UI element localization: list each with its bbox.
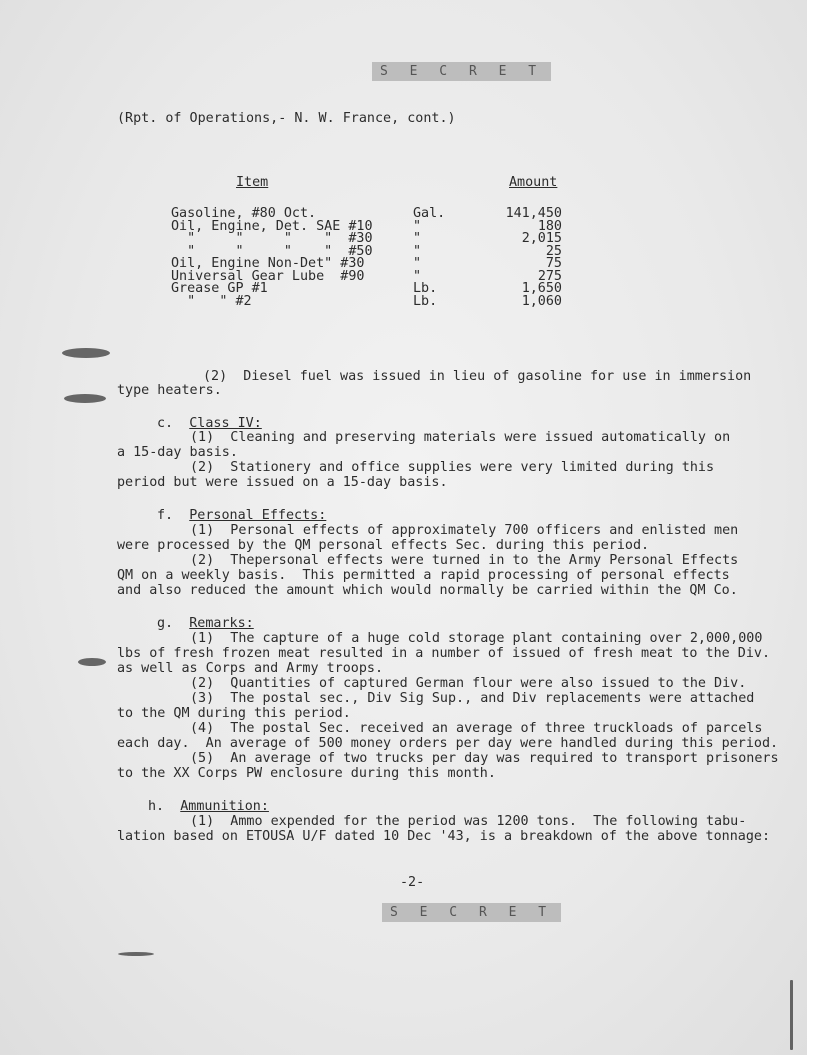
section-heading-line bbox=[157, 417, 262, 431]
table-row-unit: " bbox=[413, 218, 422, 234]
line-text: lation based on ETOUSA U/F dated 10 Dec '43, is a breakdown of the above tonnage: bbox=[117, 829, 771, 844]
body-text-line bbox=[117, 539, 649, 553]
body-text-line bbox=[117, 584, 738, 598]
line-text: each day. An average of 500 money orders per day were handled during this period. bbox=[117, 736, 779, 751]
punch-hole-mark bbox=[64, 394, 106, 403]
body-text-line bbox=[117, 384, 222, 398]
table-row-amount: 1,650 bbox=[521, 281, 562, 296]
section-heading: Class IV: bbox=[189, 416, 262, 431]
body-text-line bbox=[117, 476, 448, 490]
line-text: g. bbox=[157, 616, 190, 631]
section-heading: Ammunition: bbox=[180, 799, 269, 814]
section-heading-line bbox=[157, 509, 326, 523]
line-text: (5) An average of two trucks per day was required to transport prisoners bbox=[190, 751, 779, 766]
page-smudge bbox=[118, 952, 154, 956]
section-heading: Personal Effects: bbox=[189, 508, 327, 523]
line-text: (2) Stationery and office supplies were very limited during this bbox=[190, 460, 715, 475]
table-row-item: " " " " #50 bbox=[171, 243, 373, 259]
table-row-item: Oil, Engine, Det. SAE #10 bbox=[171, 218, 373, 234]
page-number: -2- bbox=[400, 875, 425, 890]
line-text: (4) The postal Sec. received an average of three truckloads of parcels bbox=[190, 721, 763, 736]
body-text-line bbox=[203, 370, 751, 384]
section-heading-line bbox=[157, 617, 254, 631]
line-text: period but were issued on a 15-day basis. bbox=[117, 475, 448, 490]
line-text: (2) Quantities of captured German flour were also issued to the Div. bbox=[190, 676, 747, 691]
table-row-amount: 75 bbox=[545, 256, 562, 271]
table-row-item: Oil, Engine Non-Det" #30 bbox=[171, 256, 365, 271]
line-text: (3) The postal sec., Div Sig Sup., and Div replacements were attached bbox=[190, 691, 755, 706]
table-row-unit: Gal. bbox=[413, 206, 446, 221]
body-text-line bbox=[117, 569, 730, 583]
body-text-line bbox=[117, 707, 351, 721]
table-row-item: Gasoline, #80 Oct. bbox=[171, 206, 317, 221]
body-text-line bbox=[190, 554, 738, 568]
body-text-line bbox=[190, 692, 754, 706]
body-text-line bbox=[190, 722, 762, 736]
column-header-item: Item bbox=[236, 175, 269, 190]
table-row-amount: 141,450 bbox=[505, 206, 562, 221]
punch-hole-mark bbox=[78, 658, 106, 666]
line-text: h. bbox=[148, 799, 181, 814]
body-text-line bbox=[190, 524, 738, 538]
line-text: (1) Cleaning and preserving materials were issued automatically on bbox=[190, 430, 731, 445]
section-heading: Remarks: bbox=[189, 616, 254, 631]
report-heading: (Rpt. of Operations,- N. W. France, cont.) bbox=[117, 111, 456, 126]
section-heading-line bbox=[148, 800, 269, 814]
body-text-line bbox=[117, 662, 383, 676]
page-smudge bbox=[790, 980, 793, 1050]
line-text: (1) Personal effects of approximately 700 officers and enlisted men bbox=[190, 523, 739, 538]
body-text-line bbox=[190, 677, 746, 691]
table-row-amount: 275 bbox=[537, 268, 562, 284]
table-row-unit: " bbox=[413, 231, 422, 246]
line-text: (2) Diesel fuel was issued in lieu of gasoline for use in immersion bbox=[203, 369, 752, 384]
body-text-line bbox=[117, 767, 496, 781]
classification-stamp-bottom: S E C R E T bbox=[382, 903, 561, 922]
table-row-unit: Lb. bbox=[413, 281, 438, 296]
table-row-amount: 2,015 bbox=[521, 231, 562, 246]
body-text-line bbox=[190, 632, 762, 646]
line-text: c. bbox=[157, 416, 190, 431]
table-row-item: " " " " #30 bbox=[171, 231, 373, 246]
line-text: f. bbox=[157, 508, 190, 523]
table-row-unit: " bbox=[413, 243, 422, 259]
column-header-amount: Amount bbox=[509, 175, 558, 190]
line-text: to the XX Corps PW enclosure during this month. bbox=[117, 766, 496, 781]
table-row-unit: Lb. bbox=[413, 293, 438, 309]
body-text-line bbox=[117, 737, 778, 751]
line-text: lbs of fresh frozen meat resulted in a number of issued of fresh meat to the Div. bbox=[117, 646, 771, 661]
classification-stamp-top: S E C R E T bbox=[372, 62, 551, 81]
line-text: a 15-day basis. bbox=[117, 445, 238, 460]
line-text: type heaters. bbox=[117, 383, 222, 398]
table-row-unit: " bbox=[413, 268, 422, 284]
body-text-line bbox=[117, 830, 770, 844]
table-row-item: " " #2 bbox=[171, 293, 252, 309]
line-text: were processed by the QM personal effects Sec. during this period. bbox=[117, 538, 650, 553]
line-text: and also reduced the amount which would normally be carried within the QM Co. bbox=[117, 583, 738, 598]
table-row-item: Universal Gear Lube #90 bbox=[171, 268, 365, 284]
line-text: (1) Ammo expended for the period was 1200 tons. The following tabu- bbox=[190, 814, 747, 829]
table-row-unit: " bbox=[413, 256, 422, 271]
line-text: as well as Corps and Army troops. bbox=[117, 661, 384, 676]
punch-hole-mark bbox=[62, 348, 110, 358]
line-text: (2) Thepersonal effects were turned in to the Army Personal Effects bbox=[190, 553, 739, 568]
line-text: (1) The capture of a huge cold storage plant containing over 2,000,000 bbox=[190, 631, 763, 646]
table-row-amount: 180 bbox=[537, 218, 562, 234]
body-text-line bbox=[190, 431, 730, 445]
scan-edge bbox=[807, 0, 815, 1055]
table-row-amount: 1,060 bbox=[521, 293, 562, 309]
table-row-amount: 25 bbox=[545, 243, 562, 259]
body-text-line bbox=[190, 815, 746, 829]
table-row-item: Grease GP #1 bbox=[171, 281, 268, 296]
body-text-line bbox=[190, 752, 779, 766]
body-text-line bbox=[190, 461, 714, 475]
body-text-line bbox=[117, 446, 238, 460]
body-text-line bbox=[117, 647, 770, 661]
line-text: to the QM during this period. bbox=[117, 706, 351, 721]
line-text: QM on a weekly basis. This permitted a rapid processing of personal effects bbox=[117, 568, 730, 583]
